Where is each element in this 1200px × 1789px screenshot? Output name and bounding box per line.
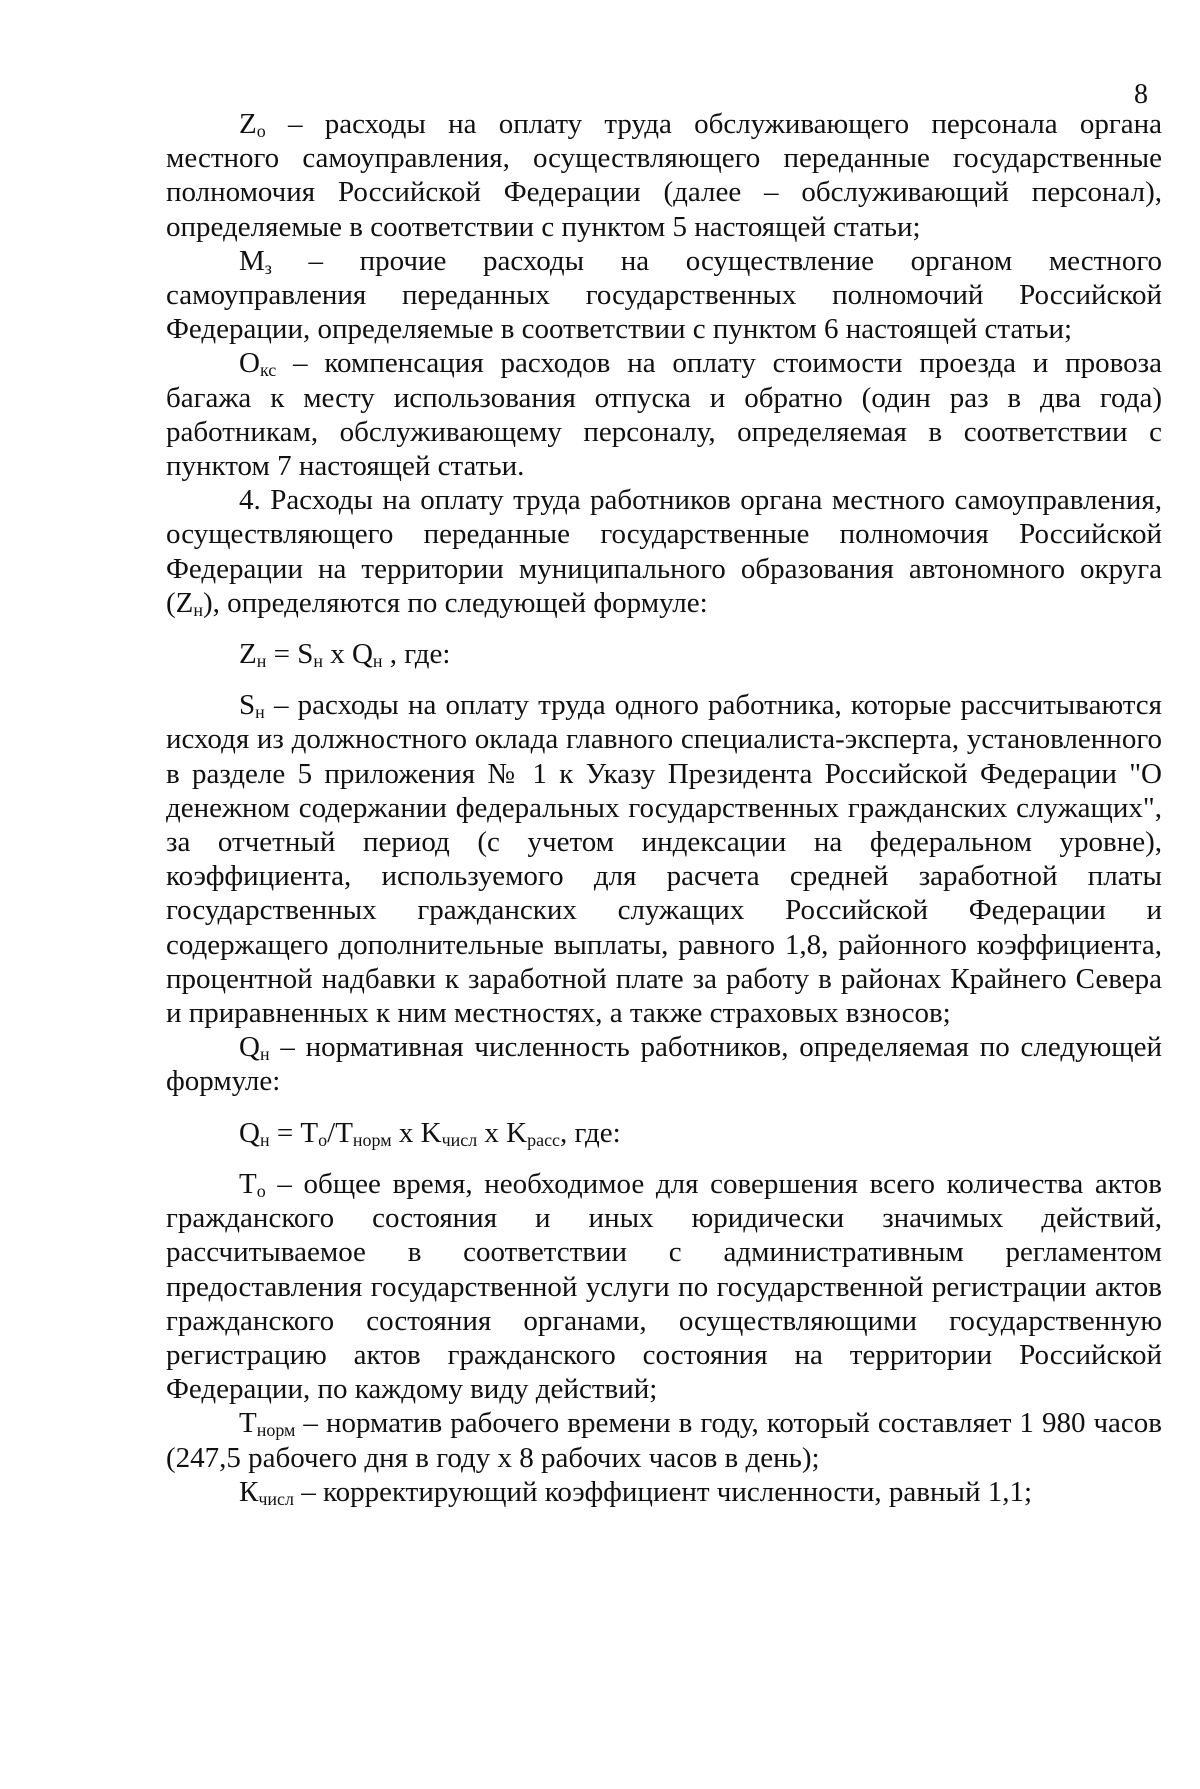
symbol: О [239,347,260,380]
formula-part: , где: [560,1116,621,1149]
formula-qn [166,1116,1162,1150]
symbol: Т [239,1167,257,1200]
formula-subscript: о [318,1129,328,1150]
formula-subscript: н [259,1129,270,1150]
symbol-subscript: числ [258,1488,294,1509]
symbol-subscript: о [256,1180,266,1201]
formula-part: x K [477,1116,528,1149]
symbol: Z [239,108,257,140]
symbol-subscript: норм [256,1420,296,1441]
definition-tnorm [166,1406,1162,1474]
formula-part: /T [327,1116,353,1149]
spacer [166,671,1162,688]
definition-text: – нормативная численность работников, определяемая по следующей формуле: [166,1031,1162,1098]
spacer [166,1099,1162,1116]
symbol-subscript: н [193,599,203,620]
formula-part: = T [269,1116,319,1149]
definition-text: – корректирующий коэффициент численности, равный 1,1; [293,1475,1033,1508]
symbol-subscript: н [255,702,265,723]
definition-text: – норматив рабочего времени в году, который составляет 1 980 часов (247,5 рабочего дня в году x 8 рабочих часов в день); [166,1407,1162,1474]
paragraph-text: 4. Расходы на оплату труда работников органа местного самоуправления, осуществляющего переданные государственные полномочия Российской Федерации на территории муниципального образования автономного округа (Z [166,484,1162,619]
formula-subscript: норм [352,1129,392,1150]
symbol: Т [239,1407,257,1440]
paragraph-text-end: ), определяются по следующей формуле: [203,586,708,619]
formula-subscript: н [313,651,323,671]
formula-subscript: расс [527,1129,561,1150]
definition-text: – прочие расходы на осуществление органом местного самоуправления переданных государственных полномочий Российской Федерации, определяемые в соответствии с пунктом 6 настоящей статьи; [166,244,1162,346]
formula-part: Q [239,1116,260,1149]
document-body [166,107,1162,1509]
symbol: К [239,1475,259,1508]
symbol: Q [239,1031,260,1064]
definition-oks [166,346,1162,483]
symbol-subscript: з [264,257,272,278]
symbol-subscript: н [259,1044,270,1065]
symbol: М [239,244,265,277]
spacer [166,1150,1162,1167]
definition-text: – компенсация расходов на оплату стоимости проезда и провоза багажа к месту использования отпуска и обратно (один раз в два года) работникам, обслуживающему персоналу, определяемая в соответствии с пунктом 7 настоящей статьи. [166,347,1162,483]
formula-subscript: н [256,651,267,671]
symbol-subscript: кс [259,360,277,381]
page-number: 8 [1134,79,1148,110]
formula-zn [166,637,1162,671]
definition-text: – расходы на оплату труда обслуживающего персонала органа местного самоуправления, осуществляющего переданные государственные полномочия Российской Федерации (далее – обслуживающий персонал), определяемые в соответствии с пунктом 5 настоящей статьи; [166,108,1162,243]
formula-part: = S [266,638,314,671]
formula-part: x Q [322,638,373,671]
definition-t0 [166,1167,1162,1406]
paragraph-item-4 [166,483,1162,620]
formula-subscript: н [372,651,383,671]
formula-part: x K [391,1116,442,1149]
formula-part: , где: [382,638,451,671]
definition-m3 [166,244,1162,347]
definition-kchisl [166,1475,1162,1509]
formula-part: Z [239,638,257,671]
definition-text: – расходы на оплату труда одного работника, которые рассчитываются исходя из должностного оклада главного специалиста-эксперта, установленного в разделе 5 приложения № 1 к Указу Президента Российской Федерации "О денежном содержании федеральных государственных гражданских служащих", за отчетный период (с учетом индексации на федеральном уровне), коэффициента, используемого для расчета средней заработной платы государственных гражданских служащих Российской Федерации и содержащего дополнительные выплаты, равного 1,8, районного коэффициента, процентной надбавки к заработной плате за работу в районах Крайнего Севера и приравненных к ним местностях, а также страховых взносов; [166,689,1162,1030]
symbol-subscript: о [256,120,266,141]
definition-z0 [166,107,1162,244]
definition-qn [166,1030,1162,1098]
formula-subscript: числ [441,1129,478,1150]
definition-sn [166,688,1162,1030]
spacer [166,620,1162,637]
symbol: S [239,689,256,722]
definition-text: – общее время, необходимое для совершения всего количества актов гражданского состояния и иных юридически значимых действий, рассчитываемое в соответствии с административным регламентом предоставления государственной услуги по государственной регистрации актов гражданского состояния органами, осуществляющими государственную регистрацию актов гражданского состояния на территории Российской Федерации, по каждому виду действий; [166,1167,1162,1406]
